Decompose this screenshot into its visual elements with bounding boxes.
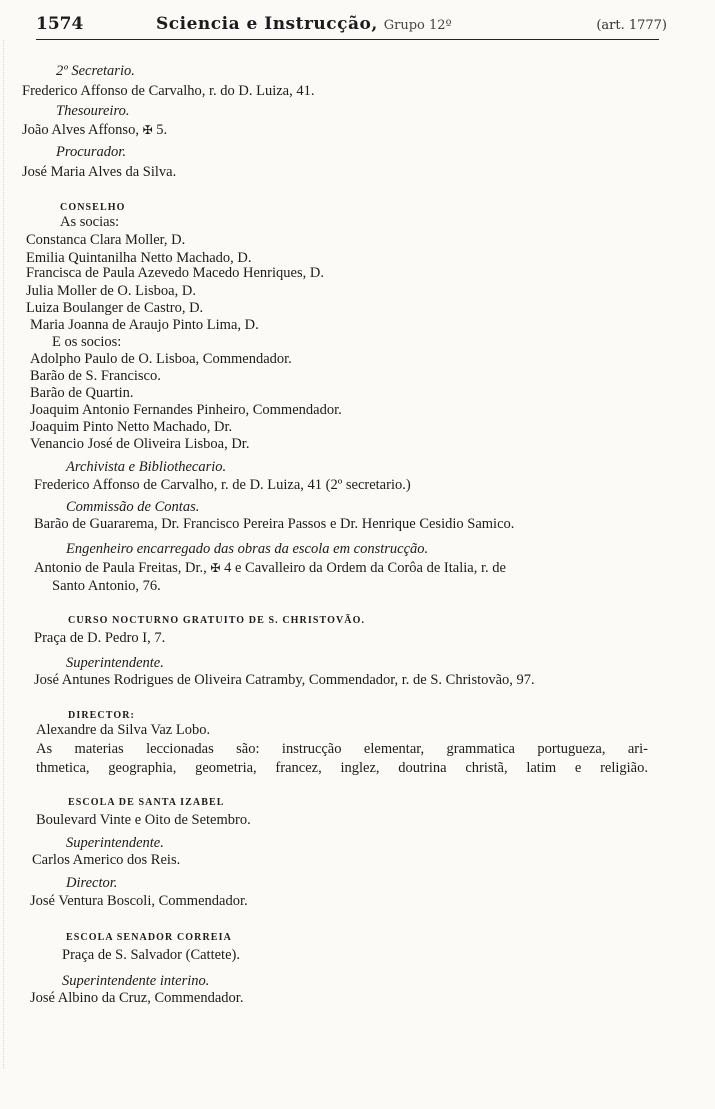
- header-rule: [36, 39, 659, 40]
- section-heading: CURSO NOCTURNO GRATUITO DE S. CHRISTOVÃO.: [68, 615, 366, 626]
- entry-line: Adolpho Paulo de O. Lisboa, Commendador.: [30, 351, 292, 367]
- subgroup-label: As socias:: [60, 214, 120, 230]
- order-seal-icon: ✠: [142, 123, 153, 137]
- entry-line: Constanca Clara Moller, D.: [26, 232, 186, 248]
- entry-line: Julia Moller de O. Lisboa, D.: [26, 283, 196, 299]
- role-heading: Commissão de Contas.: [66, 499, 200, 515]
- entry-line: José Ventura Boscoli, Commendador.: [30, 893, 248, 909]
- entry-line: Frederico Affonso de Carvalho, r. de D. Luiza, 41 (2º secretario.): [34, 477, 411, 493]
- page-number: 1574: [36, 14, 84, 34]
- running-title: Sciencia e Instrucção,: [156, 14, 378, 34]
- entry-line: José Maria Alves da Silva.: [22, 164, 177, 180]
- role-heading: Engenheiro encarregado das obras da escola em construcção.: [66, 541, 429, 557]
- group-label: Grupo 12º: [383, 18, 452, 33]
- entry-line: Venancio José de Oliveira Lisboa, Dr.: [30, 436, 250, 452]
- role-heading: Thesoureiro.: [56, 103, 130, 119]
- entry-line: Maria Joanna de Araujo Pinto Lima, D.: [30, 317, 259, 333]
- subgroup-label: E os socios:: [52, 334, 122, 350]
- role-heading: Superintendente.: [66, 655, 164, 671]
- entry-line: Emilia Quintanilha Netto Machado, D.: [26, 250, 252, 266]
- entry-line: Santo Antonio, 76.: [52, 578, 161, 594]
- section-heading: CONSELHO: [60, 202, 126, 213]
- entry-line: José Antunes Rodrigues de Oliveira Catramby, Commendador, r. de S. Christovão, 97.: [34, 672, 535, 688]
- section-heading: ESCOLA SENADOR CORREIA: [66, 932, 232, 943]
- entry-line: Joaquim Antonio Fernandes Pinheiro, Commendador.: [30, 402, 342, 418]
- role-heading: 2º Secretario.: [56, 63, 135, 79]
- page-header: [36, 14, 667, 38]
- page-edge-noise: [3, 40, 18, 1069]
- entry-line: Joaquim Pinto Netto Machado, Dr.: [30, 419, 233, 435]
- section-heading: ESCOLA DE SANTA IZABEL: [68, 797, 225, 808]
- role-heading: Procurador.: [56, 144, 126, 160]
- address-line: Praça de D. Pedro I, 7.: [34, 630, 166, 646]
- entry-line: Barão de Quartin.: [30, 385, 134, 401]
- article-ref: (art. 1777): [596, 18, 667, 33]
- role-heading: Superintendente interino.: [62, 973, 210, 989]
- entry-line: Barão de S. Francisco.: [30, 368, 161, 384]
- section-heading: DIRECTOR:: [68, 710, 135, 721]
- role-heading: Superintendente.: [66, 835, 164, 851]
- entry-line: Frederico Affonso de Carvalho, r. do D. Luiza, 41.: [22, 83, 315, 99]
- entry-line: Antonio de Paula Freitas, Dr., ✠ 4 e Cavalleiro da Ordem da Corôa de Italia, r. de: [34, 560, 506, 576]
- role-heading: Director.: [66, 875, 118, 891]
- entry-line: Francisca de Paula Azevedo Macedo Henriques, D.: [26, 265, 324, 281]
- role-heading: Archivista e Bibliothecario.: [66, 459, 227, 475]
- entry-line: Alexandre da Silva Vaz Lobo.: [36, 722, 211, 738]
- order-seal-icon: ✠: [210, 561, 221, 575]
- entry-line: Luiza Boulanger de Castro, D.: [26, 300, 204, 316]
- entry-line: Barão de Guararema, Dr. Francisco Pereira Passos e Dr. Henrique Cesidio Samico.: [34, 516, 515, 532]
- entry-line: Carlos Americo dos Reis.: [32, 852, 181, 868]
- address-line: Boulevard Vinte e Oito de Setembro.: [36, 812, 251, 828]
- entry-line: José Albino da Cruz, Commendador.: [30, 990, 244, 1006]
- paragraph-line: thmetica, geographia, geometria, francez, inglez, doutrina christã, latim e religião.: [36, 760, 648, 776]
- entry-line: João Alves Affonso, ✠ 5.: [22, 122, 168, 138]
- address-line: Praça de S. Salvador (Cattete).: [62, 947, 240, 963]
- paragraph-line: As materias leccionadas são: instrucção elementar, grammatica portugueza, ari-: [36, 741, 648, 757]
